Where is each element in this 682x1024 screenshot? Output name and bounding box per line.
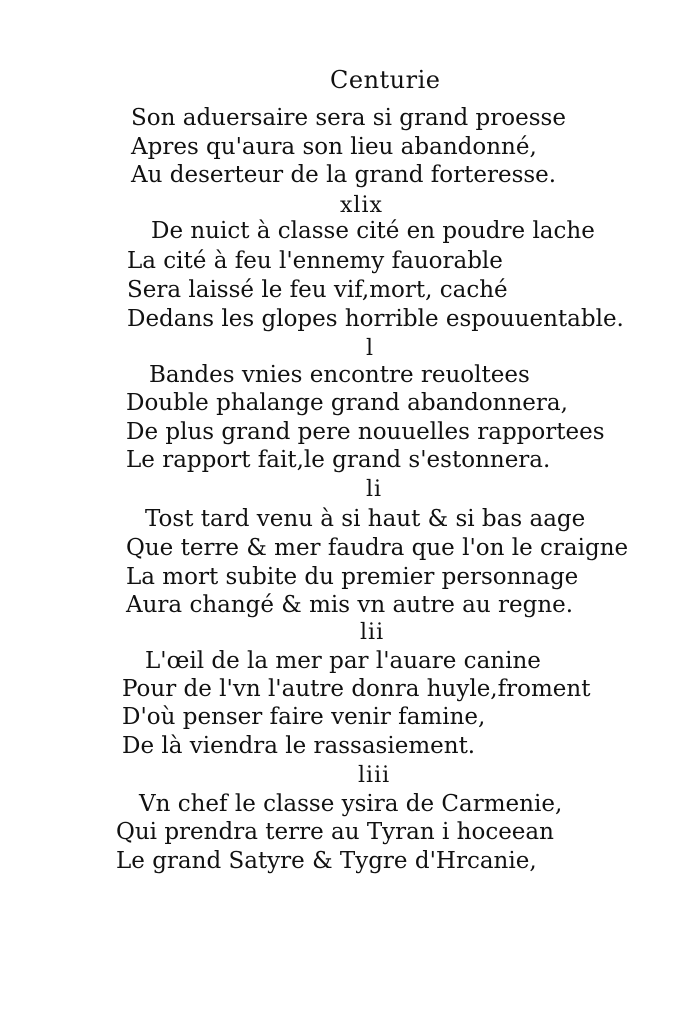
verse-line: Double phalange grand abandonnera, bbox=[126, 390, 568, 416]
verse-line: Qui prendra terre au Tyran i hoceean bbox=[116, 819, 554, 845]
verse-line: De là viendra le rassasiement. bbox=[122, 733, 476, 759]
verse-line: La mort subite du premier personnage bbox=[126, 564, 579, 590]
verse-line: Dedans les glopes horrible espouuentable. bbox=[127, 306, 624, 332]
stanza-number: lii bbox=[360, 620, 385, 645]
verse-line: La cité à feu l'ennemy fauorable bbox=[127, 248, 503, 274]
stanza-number: li bbox=[366, 477, 383, 502]
running-head: Centurie bbox=[330, 66, 441, 94]
verse-line: D'où penser faire venir famine, bbox=[122, 704, 486, 730]
verse-line: Vn chef le classe ysira de Carmenie, bbox=[139, 791, 563, 817]
stanza-number: liii bbox=[358, 763, 391, 788]
verse-line: De nuict à classe cité en poudre lache bbox=[151, 218, 595, 244]
verse-line: Au deserteur de la grand forteresse. bbox=[131, 162, 557, 188]
verse-line: Pour de l'vn l'autre donra huyle,froment bbox=[122, 676, 591, 702]
verse-line: Aura changé & mis vn autre au regne. bbox=[126, 592, 574, 618]
verse-line: Que terre & mer faudra que l'on le craigne bbox=[126, 535, 629, 561]
stanza-number: xlix bbox=[340, 193, 383, 218]
verse-line: Sera laissé le feu vif,mort, caché bbox=[127, 277, 508, 303]
verse-line: L'œil de la mer par l'auare canine bbox=[145, 648, 541, 674]
verse-line: Son aduersaire sera si grand proesse bbox=[131, 105, 566, 131]
verse-line: Tost tard venu à si haut & si bas aage bbox=[145, 506, 586, 532]
verse-line: Le rapport fait,le grand s'estonnera. bbox=[126, 447, 551, 473]
verse-line: Apres qu'aura son lieu abandonné, bbox=[131, 134, 537, 160]
verse-line: De plus grand pere nouuelles rapportees bbox=[126, 419, 605, 445]
verse-line: Bandes vnies encontre reuoltees bbox=[149, 362, 530, 388]
verse-line: Le grand Satyre & Tygre d'Hrcanie, bbox=[116, 848, 537, 874]
stanza-number: l bbox=[366, 336, 375, 361]
